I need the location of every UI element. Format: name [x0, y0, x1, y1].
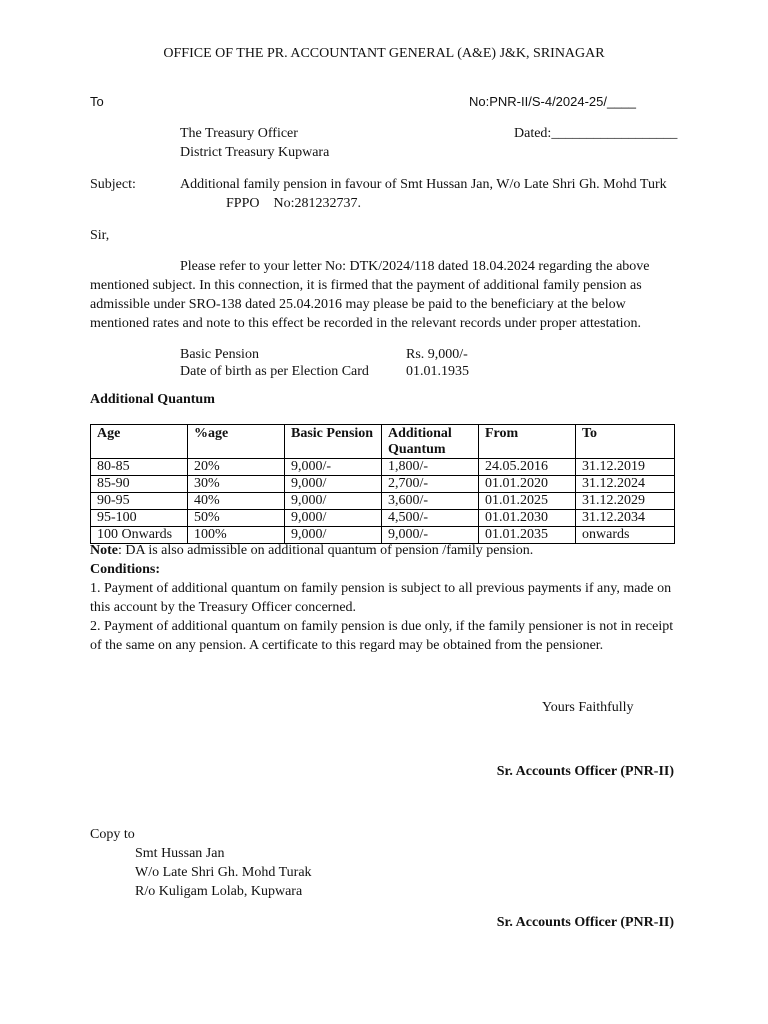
- table-cell: 9,000/: [285, 527, 382, 544]
- table-cell: 01.01.2025: [479, 493, 576, 510]
- table-cell: 100%: [188, 527, 285, 544]
- col-header-percent: %age: [188, 425, 285, 459]
- condition-2-line-2: of the same on any pension. A certificate to this regard may be obtained from the pensioner.: [90, 638, 604, 653]
- copy-line-3: R/o Kuligam Lolab, Kupwara: [135, 884, 303, 899]
- table-cell: 90-95: [91, 493, 188, 510]
- table-cell: 9,000/: [285, 476, 382, 493]
- table-cell: 30%: [188, 476, 285, 493]
- table-row: [91, 493, 675, 510]
- condition-1-line-2: this account by the Treasury Officer concerned.: [90, 600, 357, 615]
- condition-1-line-1: 1. Payment of additional quantum on family pension is subject to all previous payments if any, made on: [90, 581, 672, 596]
- condition-2-line-1: 2. Payment of additional quantum on family pension is due only, if the family pensioner is not in receipt: [90, 619, 674, 634]
- table-cell: 31.12.2029: [576, 493, 675, 510]
- body-line-2: mentioned subject. In this connection, it is firmed that the payment of additional family pension as: [90, 278, 642, 293]
- table-cell: onwards: [576, 527, 675, 544]
- addressee-line-1: The Treasury Officer: [180, 126, 298, 141]
- signatory: Sr. Accounts Officer (PNR-II): [496, 764, 674, 779]
- basic-pension-label: Basic Pension: [180, 347, 259, 362]
- dob-label: Date of birth as per Election Card: [180, 364, 369, 379]
- table-cell: 9,000/-: [382, 527, 479, 544]
- table-cell: 2,700/-: [382, 476, 479, 493]
- table-row: [91, 527, 675, 544]
- table-row: [91, 476, 675, 493]
- table-cell: 4,500/-: [382, 510, 479, 527]
- table-row: [91, 510, 675, 527]
- col-header-additional-quantum: Additional Quantum: [382, 425, 479, 459]
- copy-line-2: W/o Late Shri Gh. Mohd Turak: [135, 865, 312, 880]
- table-row: [91, 459, 675, 476]
- table-cell: 1,800/-: [382, 459, 479, 476]
- col-header-from: From: [479, 425, 576, 459]
- table-cell: 95-100: [91, 510, 188, 527]
- subject-label: Subject:: [90, 177, 136, 192]
- col-header-to: To: [576, 425, 675, 459]
- table-cell: 01.01.2030: [479, 510, 576, 527]
- table-cell: 24.05.2016: [479, 459, 576, 476]
- table-title: Additional Quantum: [90, 392, 215, 407]
- subject-line-1: Additional family pension in favour of Smt Hussan Jan, W/o Late Shri Gh. Mohd Turk: [180, 177, 667, 192]
- body-line-3: admissible under SRO-138 dated 25.04.2016 may please be paid to the beneficiary at the below: [90, 297, 626, 312]
- salutation: Sir,: [90, 228, 110, 243]
- copy-line-1: Smt Hussan Jan: [135, 846, 225, 861]
- copy-to-label: Copy to: [90, 827, 135, 842]
- table-cell: 9,000/-: [285, 459, 382, 476]
- table-cell: 20%: [188, 459, 285, 476]
- table-cell: 31.12.2024: [576, 476, 675, 493]
- conditions-title: Conditions:: [90, 562, 161, 577]
- basic-pension-value: Rs. 9,000/-: [406, 347, 468, 362]
- table-cell: 80-85: [91, 459, 188, 476]
- table-cell: 3,600/-: [382, 493, 479, 510]
- body-line-1: Please refer to your letter No: DTK/2024/118 dated 18.04.2024 regarding the above: [180, 259, 650, 274]
- closing: Yours Faithfully: [542, 700, 634, 715]
- body-line-4: mentioned rates and note to this effect be recorded in the relevant records under proper attestation.: [90, 316, 641, 331]
- table-cell: 31.12.2034: [576, 510, 675, 527]
- table-cell: 9,000/: [285, 493, 382, 510]
- reference-number: No:PNR-II/S-4/2024-25/____: [469, 94, 636, 109]
- table-cell: 40%: [188, 493, 285, 510]
- note: [90, 542, 533, 560]
- addressee-line-2: District Treasury Kupwara: [180, 145, 330, 160]
- table-cell: 85-90: [91, 476, 188, 493]
- dob-value: 01.01.1935: [406, 364, 469, 379]
- note-label: Note: [90, 543, 118, 558]
- col-header-age: Age: [91, 425, 188, 459]
- subject-line-2: FPPO No:281232737.: [226, 196, 361, 211]
- to-label: To: [90, 94, 104, 109]
- additional-quantum-table: [90, 424, 675, 544]
- table-cell: 100 Onwards: [91, 527, 188, 544]
- signatory-2: Sr. Accounts Officer (PNR-II): [496, 915, 674, 930]
- table-cell: 01.01.2020: [479, 476, 576, 493]
- office-header: OFFICE OF THE PR. ACCOUNTANT GENERAL (A&E) J&K, SRINAGAR: [163, 46, 605, 61]
- table-cell: 01.01.2035: [479, 527, 576, 544]
- table-cell: 50%: [188, 510, 285, 527]
- note-text: : DA is also admissible on additional quantum of pension /family pension.: [118, 543, 534, 558]
- table-header-row: [91, 425, 675, 459]
- col-header-basic-pension: Basic Pension: [285, 425, 382, 459]
- table-cell: 9,000/: [285, 510, 382, 527]
- table-cell: 31.12.2019: [576, 459, 675, 476]
- dated-field: Dated:__________________: [514, 126, 678, 141]
